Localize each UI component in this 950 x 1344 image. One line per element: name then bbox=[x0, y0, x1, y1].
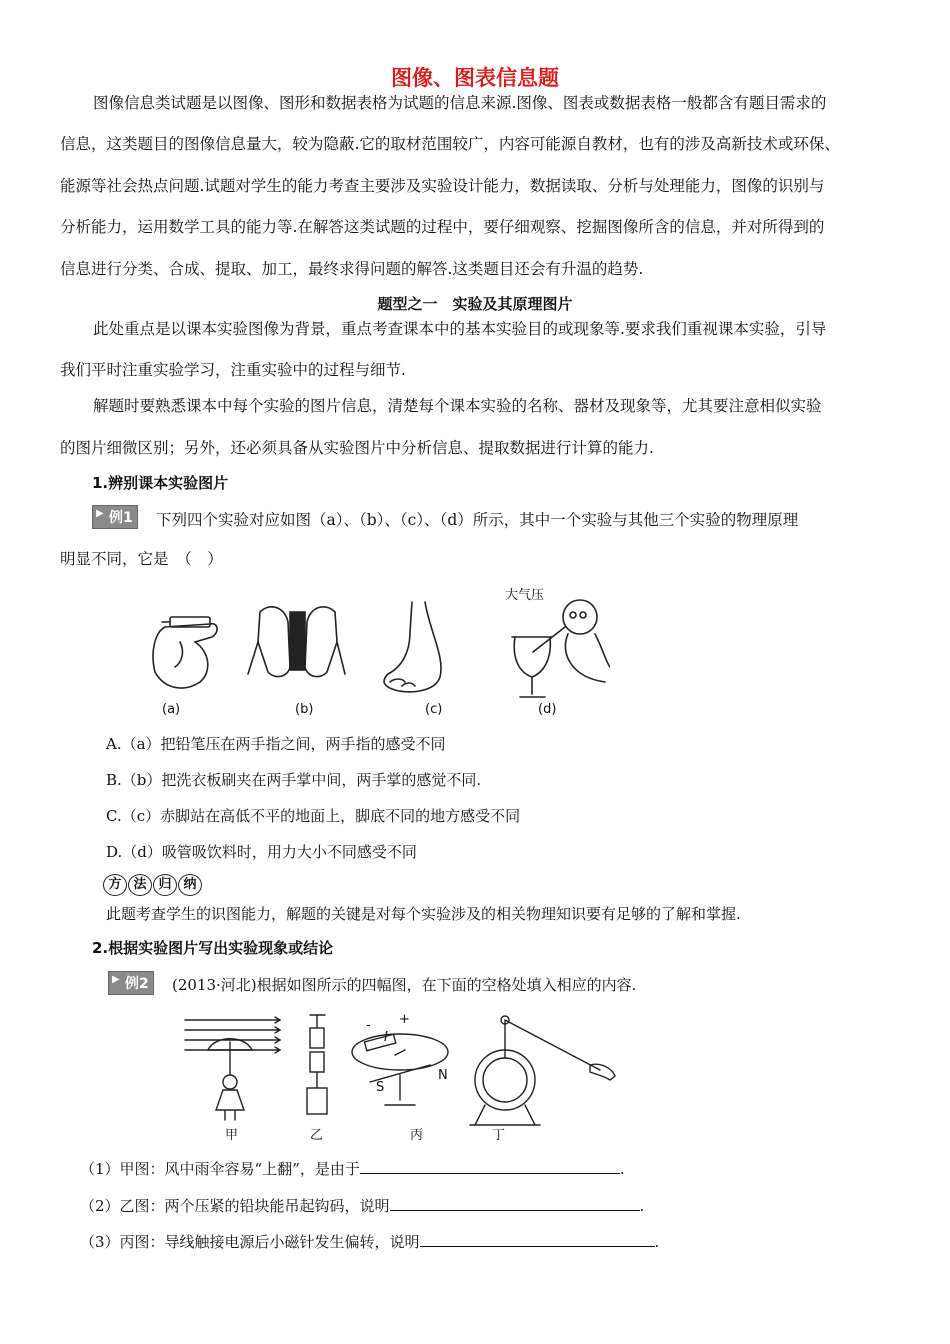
answer-blank[interactable] bbox=[390, 1196, 640, 1211]
example-2-question: (2013·河北)根据如图所示的四幅图，在下面的空格处填入相应的内容. bbox=[172, 976, 637, 994]
section-body-line: 的图片细微区别；另外，还必须具备从实验图片中分析信息、提取数据进行计算的能力. bbox=[60, 439, 654, 457]
figure-caption: (b) bbox=[295, 702, 314, 717]
example-2-tag: ▶ 例2 bbox=[108, 971, 154, 995]
option-d: D.（d）吸管吸饮料时，用力大小不同感受不同 bbox=[106, 843, 417, 861]
fill-item-2 bbox=[80, 1195, 644, 1216]
fill-item-prefix: （3）丙图：导线触接电源后小磁针发生偏转，说明 bbox=[80, 1233, 420, 1251]
method-badge bbox=[103, 874, 202, 896]
method-text: 此题考查学生的识图能力，解题的关键是对每个实验涉及的相关物理知识要有足够的了解和掌握. bbox=[106, 905, 741, 923]
figure-caption: 丙 bbox=[410, 1128, 424, 1143]
figure-caption: (a) bbox=[162, 702, 181, 717]
section-body-line: 我们平时注重实验学习，注重实验中的过程与细节. bbox=[60, 361, 406, 379]
figure-2-drawing bbox=[180, 1010, 620, 1145]
compass-label-minus: - bbox=[366, 1018, 371, 1033]
figure-caption: 乙 bbox=[310, 1128, 324, 1143]
figure-caption: 丁 bbox=[492, 1128, 506, 1143]
answer-blank[interactable] bbox=[420, 1232, 655, 1247]
example-1-question: 明显不同，它是 （ ） bbox=[60, 550, 223, 568]
answer-blank[interactable] bbox=[360, 1159, 620, 1174]
figure-experiments-2 bbox=[180, 1010, 620, 1145]
method-char: 纳 bbox=[178, 874, 202, 896]
fill-item-prefix: （1）甲图：风中雨伞容易“上翻”，是由于 bbox=[80, 1160, 360, 1178]
fill-item-3 bbox=[80, 1231, 659, 1252]
fill-item-prefix: （2）乙图：两个压紧的铅块能吊起钩码，说明 bbox=[80, 1197, 390, 1215]
fill-item-suffix: . bbox=[619, 1160, 625, 1178]
page-title: 图像、图表信息题 bbox=[391, 66, 559, 90]
option-a: A.（a）把铅笔压在两手指之间，两手指的感受不同 bbox=[106, 735, 446, 753]
compass-label-s: S bbox=[376, 1080, 385, 1095]
fill-item-suffix: . bbox=[654, 1233, 660, 1251]
example-1-question: 下列四个实验对应如图（a）、（b）、（c）、（d）所示，其中一个实验与其他三个实验的物理原理 bbox=[156, 511, 799, 529]
figure-caption: 甲 bbox=[225, 1128, 239, 1143]
compass-label-n: N bbox=[438, 1068, 448, 1083]
heading-1: 1.辨别课本实验图片 bbox=[92, 474, 229, 492]
figure-caption: (c) bbox=[425, 702, 443, 717]
intro-line: 能源等社会热点问题.试题对学生的能力考查主要涉及实验设计能力，数据读取、分析与处理能力，图像的识别与 bbox=[60, 177, 825, 195]
intro-line: 图像信息类试题是以图像、图形和数据表格为试题的信息来源.图像、图表或数据表格一般都含有题目需求的 bbox=[93, 94, 827, 112]
figure-caption: (d) bbox=[538, 702, 557, 717]
intro-line: 信息进行分类、合成、提取、加工，最终求得问题的解答.这类题目还会有升温的趋势. bbox=[60, 260, 644, 278]
section-title: 题型之一 实验及其原理图片 bbox=[377, 295, 573, 313]
option-b: B.（b）把洗衣板刷夹在两手掌中间，两手掌的感觉不同. bbox=[106, 771, 482, 789]
figure-experiments-1 bbox=[140, 582, 610, 722]
method-char: 归 bbox=[153, 874, 177, 896]
fill-item-suffix: . bbox=[639, 1197, 645, 1215]
example-1-tag: ▶ 例1 bbox=[92, 505, 138, 529]
compass-label-plus: + bbox=[399, 1012, 410, 1027]
heading-2: 2.根据实验图片写出实验现象或结论 bbox=[92, 939, 334, 957]
figure-d-label: 大气压 bbox=[505, 588, 545, 603]
figure-1-drawing bbox=[140, 582, 610, 722]
method-char: 法 bbox=[128, 874, 152, 896]
section-body-line: 解题时要熟悉课本中每个实验的图片信息，清楚每个课本实验的名称、器材及现象等，尤其要注意相似实验 bbox=[93, 397, 822, 415]
intro-line: 分析能力，运用数学工具的能力等.在解答这类试题的过程中，要仔细观察、挖掘图像所含的信息，并对所得到的 bbox=[60, 218, 825, 236]
fill-item-1 bbox=[80, 1158, 625, 1179]
compass-label-i: I bbox=[384, 1030, 388, 1045]
method-char: 方 bbox=[103, 874, 127, 896]
section-body-line: 此处重点是以课本实验图像为背景，重点考查课本中的基本实验目的或现象等.要求我们重视课本实验，引导 bbox=[93, 320, 827, 338]
option-c: C.（c）赤脚站在高低不平的地面上，脚底不同的地方感受不同 bbox=[106, 807, 521, 825]
intro-line: 信息，这类题目的图像信息量大，较为隐蔽.它的取材范围较广，内容可能源自教材，也有的涉及高新技术或环保、 bbox=[60, 135, 840, 153]
